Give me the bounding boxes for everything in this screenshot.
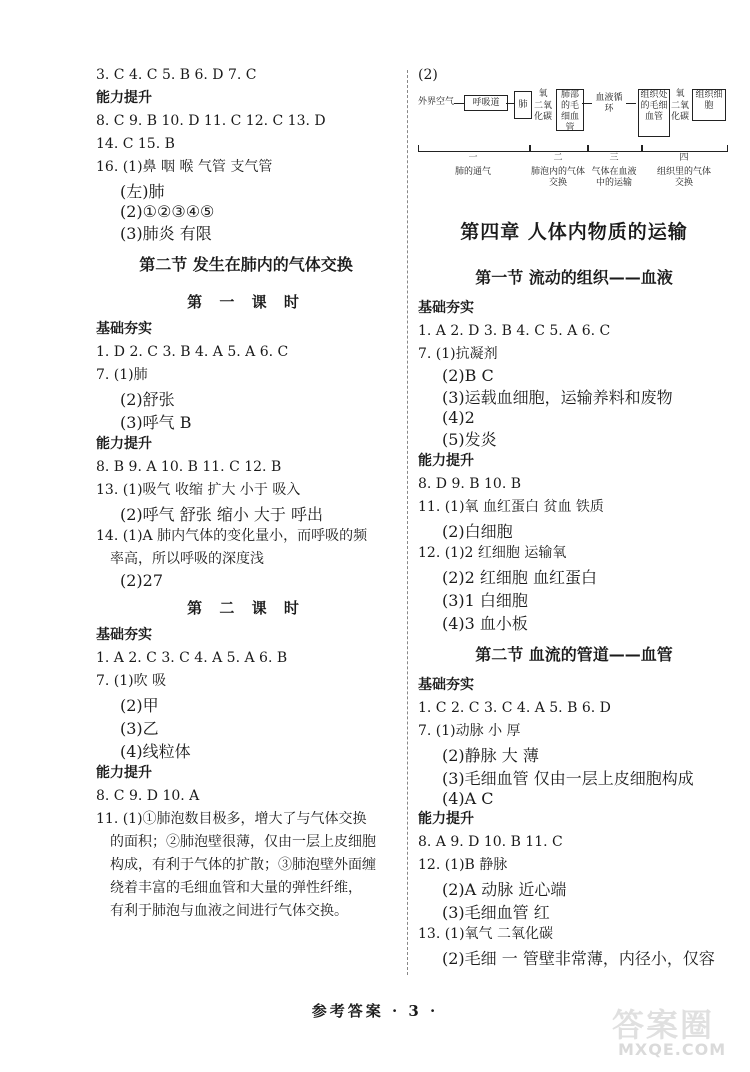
answer-line: 1. A 2. C 3. C 4. A 5. A 6. B bbox=[96, 650, 288, 666]
co2-label-2: 二氧化碳 bbox=[670, 101, 689, 122]
answer-line: 8. D 9. B 10. B bbox=[418, 476, 522, 492]
answer-line: 8. C 9. B 10. D 11. C 12. C 13. D bbox=[96, 113, 326, 129]
answer-line: (2)B C bbox=[442, 366, 494, 385]
answer-line: (2)27 bbox=[120, 571, 164, 590]
answer-line: 7. (1)肺 bbox=[96, 367, 148, 383]
watermark-text: 答案圈 bbox=[612, 1006, 715, 1044]
answer-line: 11. (1)氧 血红蛋白 贫血 铁质 bbox=[418, 499, 604, 515]
o2-label-2: 氧 bbox=[675, 89, 685, 99]
tissue-capillary-box: 组织处的毛细血管 bbox=[638, 89, 670, 137]
answer-line: 8. A 9. D 10. B 11. C bbox=[418, 834, 563, 850]
stage-4-number: 四 bbox=[679, 153, 689, 163]
answer-line: 14. C 15. B bbox=[96, 136, 175, 152]
answer-line: 8. B 9. A 10. B 11. C 12. B bbox=[96, 459, 282, 475]
lung-box: 肺 bbox=[514, 91, 532, 119]
blood-circulation-label: 血液循环 bbox=[595, 93, 623, 114]
arrow-line bbox=[582, 103, 592, 104]
lesson-title: 第 二 课 时 bbox=[187, 599, 305, 617]
section-label: 能力提升 bbox=[96, 765, 152, 781]
respiration-flow-diagram bbox=[418, 89, 728, 201]
answer-line: 1. C 2. C 3. C 4. A 5. B 6. D bbox=[418, 700, 611, 716]
answer-line: (4)A C bbox=[442, 789, 494, 808]
right-column bbox=[418, 64, 730, 969]
arrow-line bbox=[506, 103, 514, 104]
stage-1-number: 一 bbox=[468, 153, 478, 163]
brace-3 bbox=[588, 145, 642, 152]
left-column bbox=[96, 64, 396, 923]
answer-line: (5)发炎 bbox=[442, 430, 497, 449]
brace-2 bbox=[530, 145, 588, 152]
answer-line: (3)毛细血管 仅由一层上皮细胞构成 bbox=[442, 769, 694, 788]
arrow-line bbox=[454, 103, 464, 104]
airway-box: 呼吸道 bbox=[464, 95, 508, 111]
section-label: 基础夯实 bbox=[96, 321, 152, 337]
answer-line: (左)肺 bbox=[120, 182, 165, 201]
answer-line: 有利于肺泡与血液之间进行气体交换。 bbox=[110, 903, 348, 919]
answer-line: (2)①②③④⑤ bbox=[120, 202, 215, 221]
stage-2-number: 二 bbox=[553, 153, 563, 163]
section-label: 能力提升 bbox=[418, 453, 474, 469]
co2-label: 二氧化碳 bbox=[533, 101, 552, 122]
answer-line: (2)A 动脉 近心端 bbox=[442, 880, 567, 899]
answer-line: (3)肺炎 有限 bbox=[120, 224, 212, 243]
answer-line: (3)乙 bbox=[120, 719, 159, 738]
section-title: 第二节 血流的管道——血管 bbox=[475, 645, 673, 664]
alveoli-capillary-box: 肺部的毛细血管 bbox=[556, 89, 584, 131]
answer-line: (4)2 bbox=[442, 408, 475, 427]
answer-line: 14. (1)A 肺内气体的变化量小，而呼吸的频 bbox=[96, 528, 368, 544]
section-label: 基础夯实 bbox=[418, 677, 474, 693]
answer-line: (2)白细胞 bbox=[442, 522, 513, 541]
sub-question-label: (2) bbox=[418, 67, 438, 83]
answer-line: 绕着丰富的毛细血管和大量的弹性纤维， bbox=[110, 880, 362, 896]
answer-line: (3)毛细血管 红 bbox=[442, 903, 550, 922]
answer-line: (3)1 白细胞 bbox=[442, 591, 528, 610]
answer-line: 16. (1)鼻 咽 喉 气管 支气管 bbox=[96, 159, 273, 175]
arrow-line bbox=[626, 103, 636, 104]
brace-1 bbox=[418, 145, 530, 152]
answer-line: 12. (1)2 红细胞 运输氧 bbox=[418, 545, 567, 561]
stage-4-caption: 组织里的气体交换 bbox=[656, 167, 711, 188]
lesson-title: 第 一 课 时 bbox=[187, 293, 305, 311]
answer-line: 的面积；②肺泡壁很薄，仅由一层上皮细胞 bbox=[110, 834, 376, 850]
section-label: 能力提升 bbox=[418, 811, 474, 827]
answer-line: 13. (1)氧气 二氧化碳 bbox=[418, 926, 553, 942]
chapter-title: 第四章 人体内物质的运输 bbox=[460, 221, 688, 243]
answer-line: (2)静脉 大 薄 bbox=[442, 746, 539, 765]
answer-line: 7. (1)动脉 小 厚 bbox=[418, 723, 521, 739]
tissue-cell-box: 组织细胞 bbox=[692, 89, 726, 121]
answer-line: (2)毛细 一 管壁非常薄，内径小，仅容 bbox=[442, 949, 715, 968]
answer-line: 11. (1)①肺泡数目极多，增大了与气体交换 bbox=[96, 811, 367, 827]
section-label: 能力提升 bbox=[96, 436, 152, 452]
right-column-body bbox=[418, 211, 730, 969]
stage-2-caption: 肺泡内的气体交换 bbox=[530, 167, 585, 188]
section-title: 第二节 发生在肺内的气体交换 bbox=[139, 255, 353, 274]
answer-line: 构成，有利于气体的扩散；③肺泡壁外面缠 bbox=[110, 857, 376, 873]
section-title: 第一节 流动的组织——血液 bbox=[475, 268, 673, 287]
outside-air-label: 外界空气 bbox=[418, 97, 455, 107]
o2-label: 氧 bbox=[538, 89, 548, 99]
answer-line: 8. C 9. D 10. A bbox=[96, 788, 200, 804]
stage-3-number: 三 bbox=[609, 153, 619, 163]
answer-line: (4)线粒体 bbox=[120, 742, 191, 761]
answer-line: 1. D 2. C 3. B 4. A 5. A 6. C bbox=[96, 344, 289, 360]
watermark-url: MXQE.COM bbox=[618, 1040, 727, 1059]
section-label: 基础夯实 bbox=[418, 300, 474, 316]
watermark-logo bbox=[612, 1000, 747, 1066]
answer-line: 1. A 2. D 3. B 4. C 5. A 6. C bbox=[418, 323, 611, 339]
answer-line: (3)运载血细胞，运输养料和废物 bbox=[442, 388, 673, 407]
stage-1-caption: 肺的通气 bbox=[454, 167, 491, 177]
page-footer: 参考答案 · 3 · bbox=[311, 1002, 439, 1020]
answer-line: 13. (1)吸气 收缩 扩大 小于 吸入 bbox=[96, 482, 301, 498]
section-label: 基础夯实 bbox=[96, 627, 152, 643]
answer-line: 3. C 4. C 5. B 6. D 7. C bbox=[96, 67, 257, 83]
answer-line: (2)舒张 bbox=[120, 390, 175, 409]
stage-3-caption: 气体在血液中的运输 bbox=[591, 167, 637, 188]
answer-line: (2)2 红细胞 血红蛋白 bbox=[442, 568, 598, 587]
section-label: 能力提升 bbox=[96, 90, 152, 106]
answer-line: (2)呼气 舒张 缩小 大于 呼出 bbox=[120, 505, 324, 524]
answer-line: (4)3 血小板 bbox=[442, 614, 528, 633]
answer-line: 12. (1)B 静脉 bbox=[418, 857, 508, 873]
answer-line: 7. (1)吹 吸 bbox=[96, 673, 167, 689]
brace-4 bbox=[642, 145, 728, 152]
answer-line: 率高，所以呼吸的深度浅 bbox=[110, 551, 264, 567]
answer-line: 7. (1)抗凝剂 bbox=[418, 346, 498, 362]
column-divider bbox=[407, 70, 408, 975]
answer-line: (3)呼气 B bbox=[120, 413, 192, 432]
answer-line: (2)甲 bbox=[120, 696, 159, 715]
